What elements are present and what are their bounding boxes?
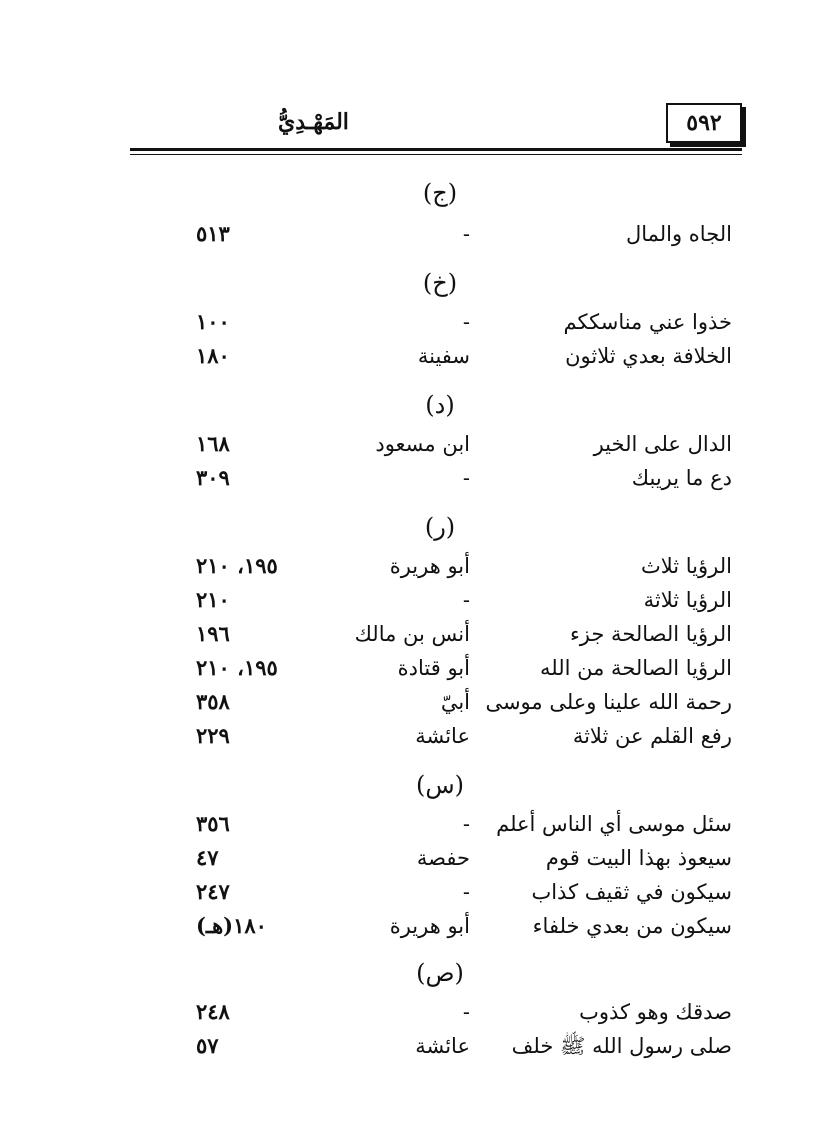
narrator: أنس بن مالك [354,622,470,646]
index-entry [0,306,840,338]
page-refs: ٣٥٨ [196,689,230,714]
page-header [130,103,742,153]
narrator: عائشة [415,724,470,748]
section-letter-kha: (خ) [422,269,458,297]
narrator: ابن مسعود [375,432,470,456]
page-number: ٥٩٢ [666,103,742,143]
page-refs: ١٩٥، ٢١٠ [196,553,278,578]
index-entry [0,996,840,1028]
narrator: سفينة [417,344,470,368]
narrator: أبو هريرة [389,554,470,578]
index-entry [0,428,840,460]
index-entry [0,686,840,718]
hadith-text: الدال على الخير [593,432,732,456]
index-entry [0,340,840,372]
page-refs: ٥١٣ [196,221,230,246]
hadith-text: خذوا عني مناسككم [563,310,732,334]
hadith-text: صلى رسول الله ﷺ خلف [511,1034,732,1058]
hadith-text: سيعوذ بهذا البيت قوم [545,846,732,870]
page-refs: ٣٥٦ [196,811,230,836]
index-entry [0,462,840,494]
page-refs: ٢٢٩ [196,723,230,748]
hadith-text: صدقك وهو كذوب [579,1000,732,1024]
section-letter-dal: (د) [425,391,455,419]
index-entry [0,652,840,684]
narrator: - [462,588,470,612]
hadith-text: دع ما يريبك [631,466,732,490]
header-rule-thick [130,148,742,151]
narrator: - [462,1000,470,1024]
narrator: - [462,310,470,334]
page-refs: ١٨٠ [196,343,230,368]
index-entry [0,910,840,942]
page-refs: ٢٤٧ [196,879,230,904]
hadith-text: رحمة الله علينا وعلى موسى [485,690,732,714]
index-entry [0,618,840,650]
page-refs: ١٨٠(هـ) [196,913,267,938]
hadith-text: رفع القلم عن ثلاثة [572,724,732,748]
index-entry [0,876,840,908]
page-refs: ١٠٠ [196,309,230,334]
hadith-text: الرؤيا الصالحة جزء [569,622,732,646]
section-letter-sad: (ص) [416,959,464,987]
header-rule-thin [130,154,742,155]
index-entry [0,218,840,250]
hadith-text: سئل موسى أي الناس أعلم [496,812,732,836]
running-title: المَهْـدِيُّ [278,109,349,135]
hadith-text: الجاه والمال [625,222,732,246]
narrator: - [462,812,470,836]
narrator: أبو قتادة [397,656,470,680]
index-entry [0,808,840,840]
narrator: حفصة [416,846,470,870]
hadith-text: الرؤيا ثلاث [640,554,732,578]
section-letter-sin: (س) [415,771,465,799]
index-entry [0,720,840,752]
hadith-text: سيكون في ثقيف كذاب [531,880,732,904]
page-refs: ١٦٨ [196,431,230,456]
narrator: - [462,880,470,904]
narrator: - [462,222,470,246]
index-entry [0,842,840,874]
hadith-text: الخلافة بعدي ثلاثون [565,344,732,368]
section-letter-ra: (ر) [424,513,456,541]
index-entry [0,550,840,582]
page-refs: ٤٧ [196,845,219,870]
page-refs: ٢٤٨ [196,999,230,1024]
hadith-text: سيكون من بعدي خلفاء [532,914,732,938]
section-letter-jim: (ج) [422,179,458,207]
narrator: أبو هريرة [389,914,470,938]
narrator: أبيّ [440,690,470,714]
page-refs: ٣٠٩ [196,465,230,490]
narrator: عائشة [415,1034,470,1058]
index-entry [0,1030,840,1062]
hadith-text: الرؤيا الصالحة من الله [540,656,732,680]
page-refs: ١٩٥، ٢١٠ [196,655,278,680]
page-refs: ٢١٠ [196,587,230,612]
hadith-text: الرؤيا ثلاثة [643,588,732,612]
page-refs: ٥٧ [196,1033,219,1058]
index-entry [0,584,840,616]
narrator: - [462,466,470,490]
page-refs: ١٩٦ [196,621,230,646]
